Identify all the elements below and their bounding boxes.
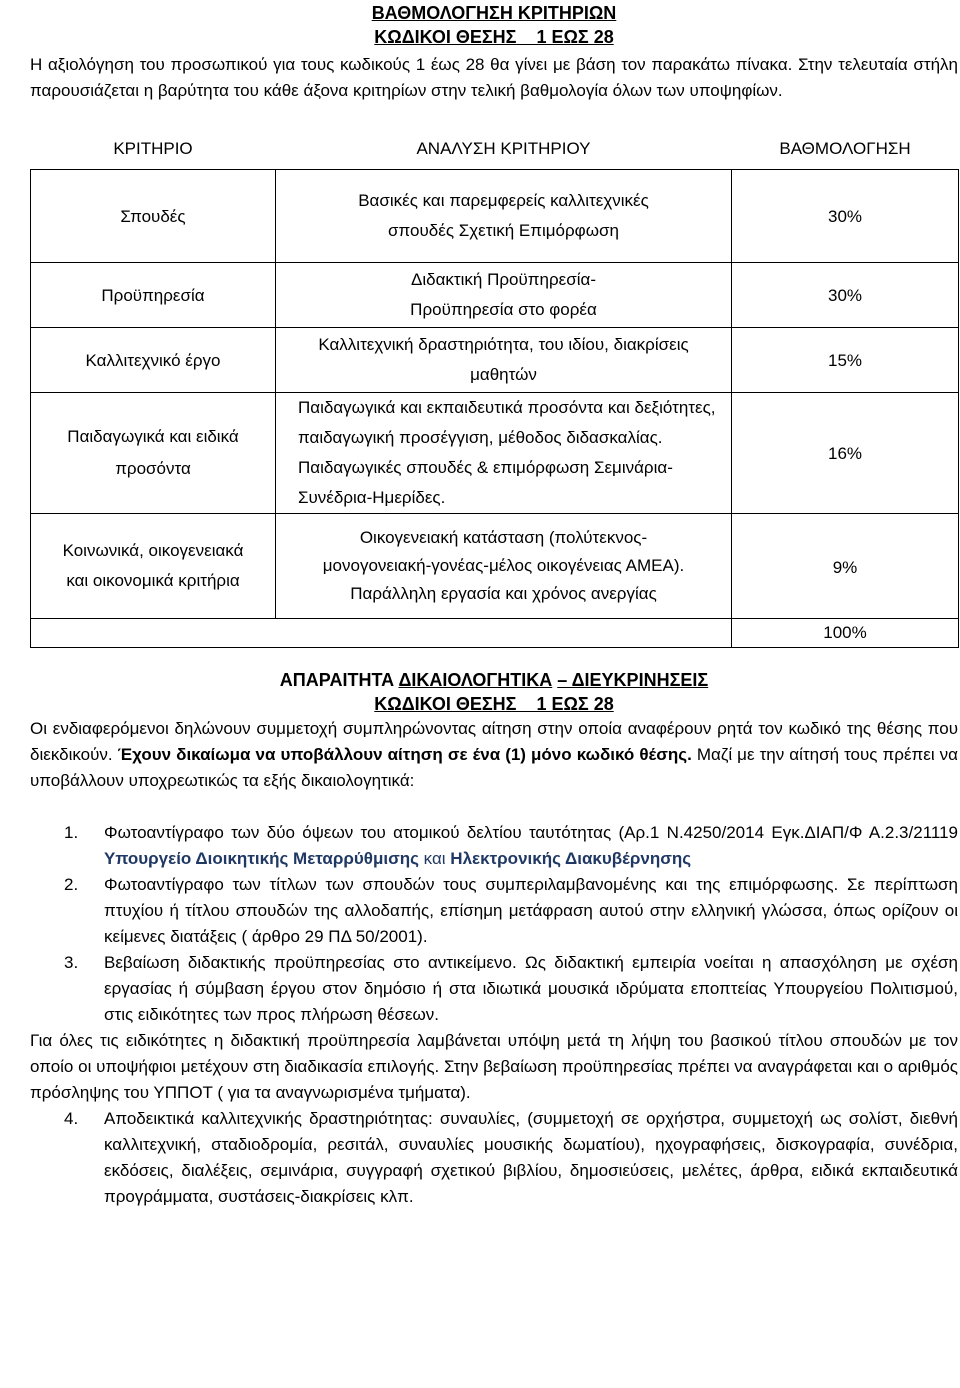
list-item [30, 1106, 958, 1210]
analysis-cell: Διδακτική Προϋπηρεσία- Προϋπηρεσία στο φορέα [276, 263, 732, 328]
list-text: Φωτοαντίγραφο των τίτλων των σπουδών τους συμπεριλαμβανομένης και της επιμόρφωσης. Σε περίπτωση πτυχίου ή τίτλου σπουδών της αλλοδαπής, επίσημη μετάφραση αυτού στην ελληνική γλώσσα, όπως ορίζουν οι κείμενες διατάξεις ( άρθρο 29 ΠΔ 50/2001). [104, 875, 958, 946]
req-bold-text: Έχουν δικαίωμα να υποβάλλουν αίτηση σε ένα (1) μόνο κωδικό θέσης. [117, 745, 692, 764]
score-cell: 30% [732, 170, 959, 263]
criterion-cell: Σπουδές [31, 170, 276, 263]
list-text-connector: και [418, 849, 451, 868]
score-cell: 15% [732, 328, 959, 393]
experience-paragraph: Για όλες τις ειδικότητες η διδακτική προϋπηρεσία λαμβάνεται υπόψη μετά τη λήψη του βασικού τίτλου σπουδών με τον οποίο οι υποψήφιοι μετέχουν στη διαδικασία επιλογής. Στην βεβαίωση προϋπηρεσίας πρέπει να αναγράφεται και ο αριθμός πρόσληψης του ΥΠΠΟΤ ( για τα αναγνωρισμένα τμήματα). [30, 1031, 958, 1102]
list-text: Βεβαίωση διδακτικής προϋπηρεσίας στο αντικείμενο. Ως διδακτική εμπειρία νοείται η απασχόληση με σχέση εργασίας ή σύμβαση έργου στον δημόσιο ή στα ιδιωτικά μουσικά ιδρύματα εποπτείας Υπουργείου Πολιτισμού, στις ειδικότητες των προς πλήρωση θέσεων. [104, 953, 958, 1024]
header-criterion: ΚΡΙΤΗΡΙΟ [113, 138, 193, 158]
total-score-cell: 100% [732, 619, 959, 648]
criterion-cell: Προϋπηρεσία [31, 263, 276, 328]
table-row [31, 263, 959, 328]
analysis-cell: Παιδαγωγικά και εκπαιδευτικά προσόντα και δεξιότητες, παιδαγωγική προσέγγιση, μέθοδος διδασκαλίας. Παιδαγωγικές σπουδές & επιμόρφωση Σεμινάρια-Συνέδρια-Ημερίδες. [276, 393, 732, 514]
criterion-cell: Κοινωνικά, οικογενειακά και οικονομικά κριτήρια [31, 514, 276, 619]
table-header-row [31, 128, 959, 170]
table-row [31, 393, 959, 514]
table-row [31, 514, 959, 619]
list-text: Φωτοαντίγραφο των δύο όψεων του ατομικού δελτίου ταυτότητας (Αρ.1 Ν.4250/2014 Εγκ.ΔΙΑΠ/Φ Α.2.3/21119 [104, 823, 958, 842]
criterion-cell: Παιδαγωγικά και ειδικά προσόντα [31, 393, 276, 514]
requirements-paragraph [30, 716, 958, 794]
criterion-cell: Καλλιτεχνικό έργο [31, 328, 276, 393]
page-subtitle: ΚΩΔΙΚΟΙ ΘΕΣΗΣ 1 ΕΩΣ 28 [374, 27, 614, 47]
analysis-cell: Οικογενειακή κατάσταση (πολύτεκνος- μονογονειακή-γονέας-μέλος οικογένειας ΑΜΕΑ). Παράλληλη εργασία και χρόνος ανεργίας [276, 514, 732, 619]
list-number: 1. [64, 823, 79, 842]
requirements-title-part: ΑΠΑΡΑΙΤΗΤΑ [279, 670, 399, 690]
list-item [30, 820, 958, 872]
requirements-subtitle: ΚΩΔΙΚΟΙ ΘΕΣΗΣ 1 ΕΩΣ 28 [374, 694, 614, 714]
intro-paragraph: Η αξιολόγηση του προσωπικού για τους κωδικούς 1 έως 28 θα γίνει με βάση τον παρακάτω πίνακα. Στην τελευταία στήλη παρουσιάζεται η βαρύτητα του κάθε άξονα κριτηρίων στην τελική βαθμολογία όλων των υποψηφίων. [30, 55, 958, 100]
table-total-row [31, 619, 959, 648]
total-empty-analysis [276, 619, 732, 648]
analysis-cell: Βασικές και παρεμφερείς καλλιτεχνικές σπουδές Σχετική Επιμόρφωση [276, 170, 732, 263]
list-number: 4. [64, 1109, 79, 1128]
table-row [31, 328, 959, 393]
analysis-cell: Καλλιτεχνική δραστηριότητα, του ιδίου, διακρίσεις μαθητών [276, 328, 732, 393]
req-text-end: Μαζί με την αίτησή τους πρέπει να υποβάλλουν υποχρεωτικώς τα εξής δικαιολογητικά: [30, 745, 958, 790]
score-cell: 9% [732, 514, 959, 619]
req-text: Οι ενδιαφερόμενοι δηλώνουν συμμετοχή συμπληρώνοντας αίτηση στην οποία αναφέρουν ρητά τον κωδικό της θέσης που διεκδικούν. [30, 719, 958, 764]
list-text-highlight-2: Ηλεκτρονικής Διακυβέρνησης [450, 849, 692, 868]
header-analysis: ΑΝΑΛΥΣΗ ΚΡΙΤΗΡΙΟΥ [416, 138, 591, 158]
list-text-highlight: Υπουργείο Διοικητικής Μεταρρύθμισης [104, 849, 419, 868]
list-text: Αποδεικτικά καλλιτεχνικής δραστηριότητας: συναυλίες, (συμμετοχή σε ορχήστρα, συμμετοχή ως σολίστ, διεθνή καλλιτεχνική, σταδιοδρομία, ρεσιτάλ, συναυλίες μουσικής δωματίου), ηχογραφήσεις, δισκογραφία, συνέδρια, εκδόσεις, διαλέξεις, σεμινάρια, συγγραφή σχετικού βιβλίου, δημοσιεύσεις, μελέτες, άρθρα, ειδικά εκπαιδευτικά προγράμματα, συστάσεις-διακρίσεις κλπ. [104, 1109, 958, 1206]
list-number: 2. [64, 875, 79, 894]
page-title: ΒΑΘΜΟΛΟΓΗΣΗ ΚΡΙΤΗΡΙΩΝ [371, 3, 617, 23]
list-number: 3. [64, 953, 79, 972]
header-score: ΒΑΘΜΟΛΟΓΗΣΗ [779, 138, 911, 158]
list-item [30, 872, 958, 950]
document-page [30, 0, 958, 1210]
total-empty-criterion [31, 619, 276, 648]
requirements-title-underlined: ΔΙΚΑΙΟΛΟΓΗΤΙΚΑ [398, 670, 553, 690]
documents-list-continued [30, 1106, 958, 1210]
list-item [30, 950, 958, 1028]
documents-list [30, 820, 958, 1028]
requirements-title [30, 668, 958, 693]
requirements-title-underlined-2: – ΔΙΕΥΚΡΙΝΗΣΕΙΣ [557, 670, 709, 690]
criteria-table [30, 128, 959, 648]
table-row [31, 170, 959, 263]
score-cell: 16% [732, 393, 959, 514]
requirements-section [30, 668, 958, 1210]
score-cell: 30% [732, 263, 959, 328]
